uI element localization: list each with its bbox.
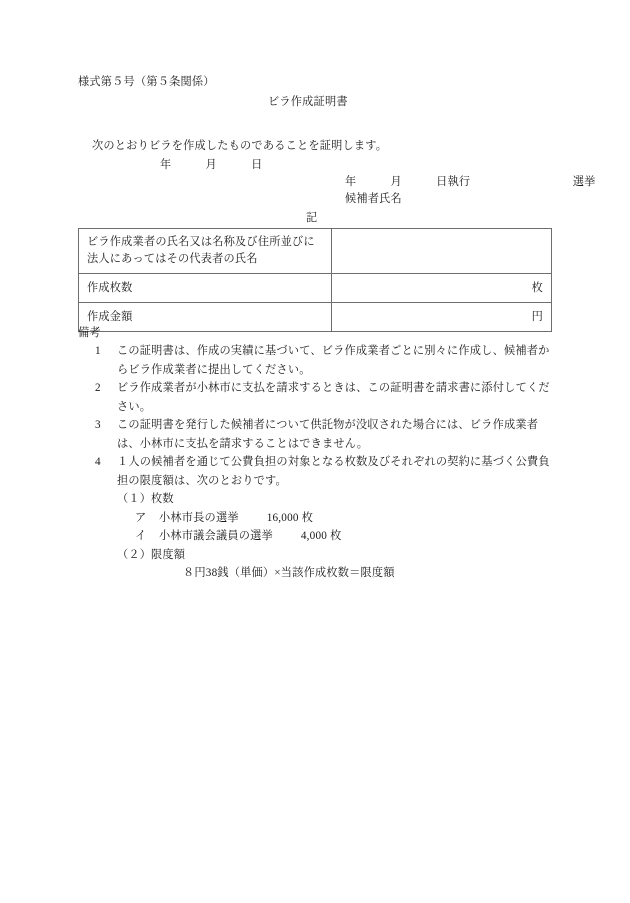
sub-item-2 bbox=[117, 546, 558, 565]
page-title: ビラ作成証明書 bbox=[268, 96, 348, 108]
entry-marker: ア bbox=[135, 511, 147, 524]
certification-sentence: 次のとおりビラを作成したものであることを証明します。 bbox=[92, 140, 388, 152]
note-number: 4 bbox=[95, 456, 101, 468]
entry-label: 小林市長の選挙 bbox=[159, 511, 239, 524]
notes-heading: 備考 bbox=[78, 327, 101, 339]
notes-section bbox=[78, 325, 558, 583]
quantity-entry-assembly bbox=[135, 527, 558, 546]
sub-item-text: 枚数 bbox=[151, 493, 174, 505]
issue-date-line: 年 月 日 bbox=[160, 159, 263, 171]
note-text: ビラ作成業者が小林市に支払を請求するときは、この証明書を請求書に添付してください。 bbox=[117, 382, 550, 413]
sub-item-number: （２） bbox=[117, 548, 152, 561]
entry-text bbox=[159, 509, 558, 528]
note-item-4 bbox=[95, 453, 558, 490]
table-cell-label: ビラ作成業者の氏名又は名称及び住所並びに法人にあってはその代表者の氏名 bbox=[79, 229, 332, 274]
sub-item-number: （１） bbox=[117, 493, 152, 505]
table-cell-value-sheets[interactable]: 枚 bbox=[332, 274, 552, 303]
entry-unit: 枚 bbox=[301, 511, 314, 524]
certificate-table bbox=[78, 228, 552, 332]
entry-marker: イ bbox=[135, 530, 147, 542]
table-row bbox=[79, 274, 552, 303]
note-text: この証明書を発行した候補者について供託物が没収された場合には、ビラ作成業者は、小林市に支払を請求することはできません。 bbox=[117, 419, 539, 450]
note-item-1 bbox=[95, 342, 558, 379]
election-date-line: 年 月 日執行 選挙 bbox=[345, 176, 596, 188]
note-item-2 bbox=[95, 379, 558, 416]
sub-item-text: 限度額 bbox=[151, 548, 186, 561]
entry-unit: 枚 bbox=[330, 530, 342, 542]
table-cell-label: 作成金額 bbox=[79, 303, 332, 332]
entry-amount: 4,000 bbox=[300, 530, 328, 542]
note-text: １人の候補者を通じて公費負担の対象となる枚数及びそれぞれの契約に基づく公費負担の限度額は、次のとおりです。 bbox=[117, 456, 550, 487]
note-text: この証明書は、作成の実績に基づいて、ビラ作成業者ごとに別々に作成し、候補者からビラ作成業者に提出してください。 bbox=[117, 345, 550, 376]
limit-formula: ８円38銭（単価）×当該作成枚数＝限度額 bbox=[183, 567, 395, 579]
table-cell-label: 作成枚数 bbox=[79, 274, 332, 303]
table-row bbox=[79, 229, 552, 274]
note-number: 3 bbox=[95, 419, 101, 431]
sub-item-1 bbox=[117, 490, 558, 509]
entry-label: 小林市議会議員の選挙 bbox=[159, 530, 273, 542]
form-number: 様式第５号（第５条関係） bbox=[78, 76, 215, 88]
note-number: 1 bbox=[95, 345, 101, 357]
candidate-name-label: 候補者氏名 bbox=[345, 193, 402, 205]
ki-mark: 記 bbox=[306, 212, 318, 224]
note-item-3 bbox=[95, 416, 558, 453]
table-cell-value-producer[interactable] bbox=[332, 229, 552, 274]
quantity-entry-mayor bbox=[135, 509, 558, 528]
entry-text bbox=[159, 527, 558, 546]
note-number: 2 bbox=[95, 382, 101, 394]
entry-amount: 16,000 bbox=[266, 511, 299, 524]
table-cell-value-amount[interactable]: 円 bbox=[332, 303, 552, 332]
